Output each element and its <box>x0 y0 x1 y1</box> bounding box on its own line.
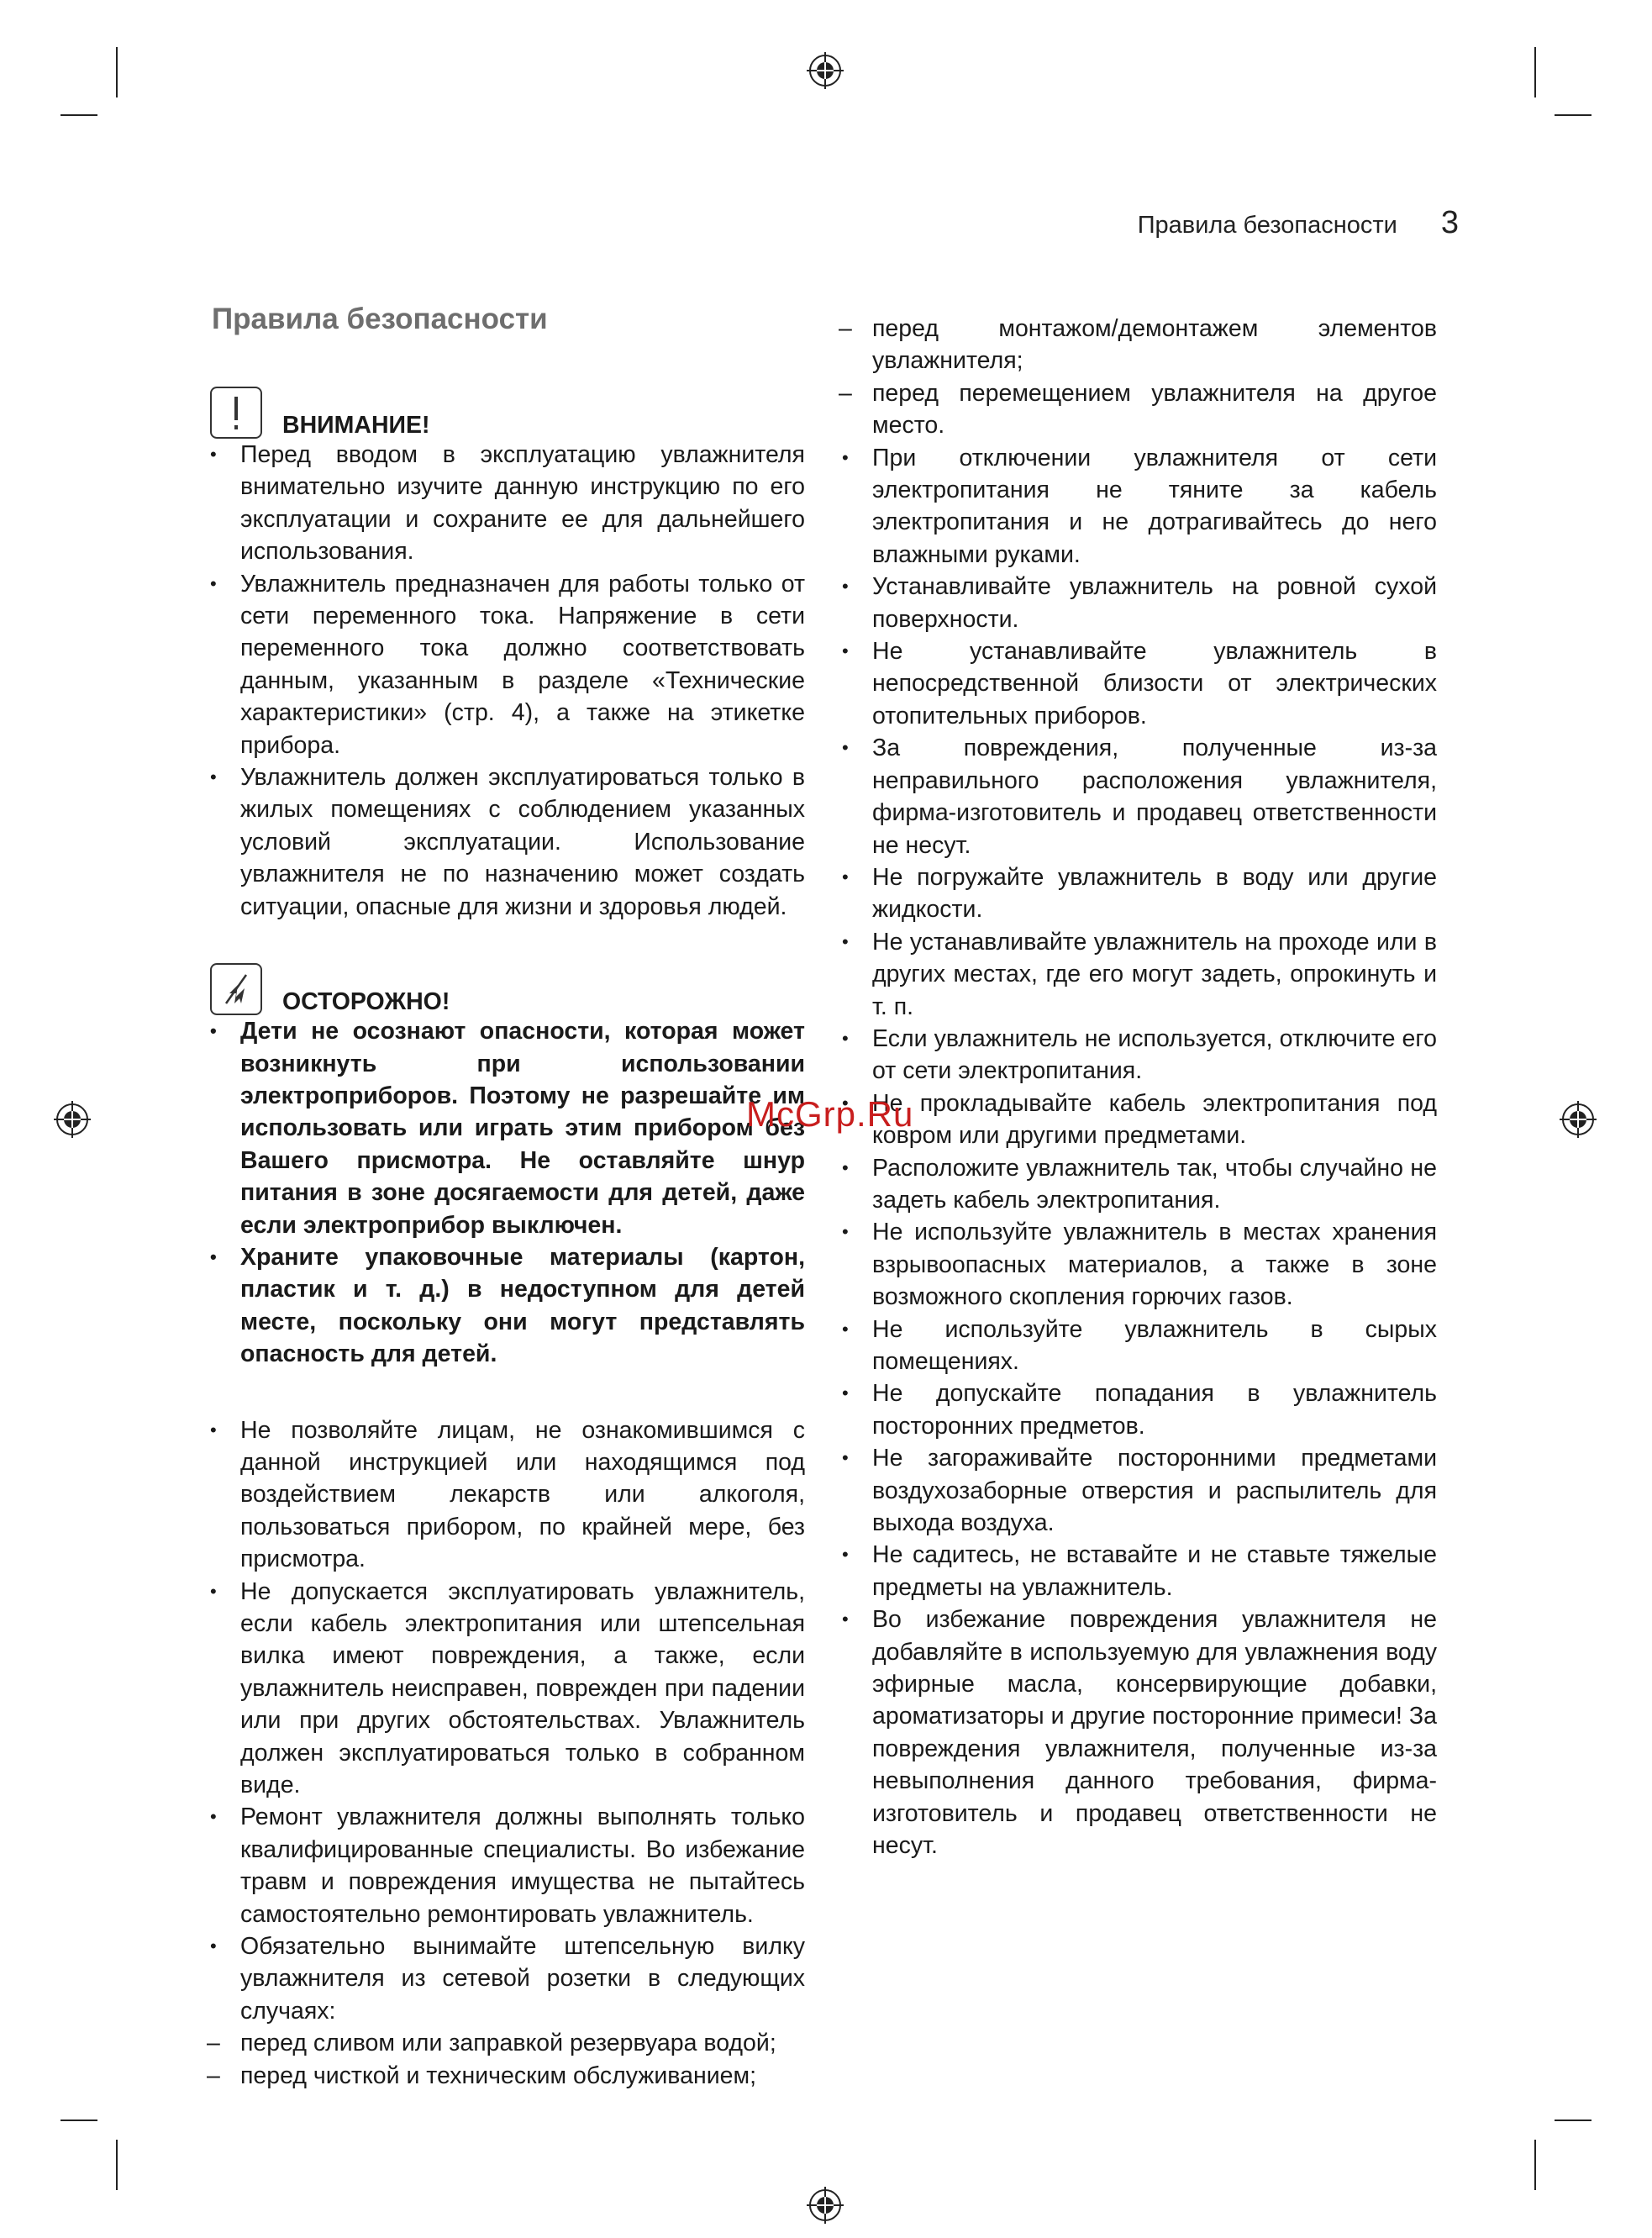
list-item: • Увлажнитель должен эксплуатироваться только в жилых помещениях с соблюдением указанных условий эксплуатации. Использование увлажнителя не по назначению может создать ситуации, опасные для жизни и здоровья людей. <box>210 761 805 923</box>
left-column <box>210 383 805 2092</box>
list-item: – перед чисткой и техническим обслуживанием; <box>210 2060 805 2092</box>
registration-mark-icon <box>807 2187 844 2224</box>
list-item: • Расположите увлажнитель так, чтобы случайно не задеть кабель электропитания. <box>842 1152 1437 1217</box>
page-number: 3 <box>1440 205 1459 240</box>
caution-label: ОСТОРОЖНО! <box>282 988 450 1016</box>
list-item: – перед монтажом/демонтажем элементов увлажнителя; <box>842 313 1437 377</box>
list-item: – перед перемещением увлажнителя на другое место. <box>842 377 1437 442</box>
registration-mark-icon <box>54 1101 91 1138</box>
list-item: • Не позволяйте лицам, не ознакомившимся с данной инструкцией или находящимся под воздействием лекарств или алкоголя, пользоваться прибором, по крайней мере, без присмотра. <box>210 1414 805 1576</box>
running-head <box>1138 205 1459 241</box>
list-item: • Не прокладывайте кабель электропитания под ковром или другими предметами. <box>842 1087 1437 1152</box>
list-item: • Не устанавливайте увлажнитель в непосредственной близости от электрических отопительных приборов. <box>842 635 1437 732</box>
exclamation-icon <box>210 387 262 439</box>
list-item: • Не допускается эксплуатировать увлажнитель, если кабель электропитания или штепсельная вилка имеют повреждения, а также, если увлажнитель неисправен, поврежден при падении или при других обстоятельствах. Увлажнитель должен эксплуатироваться только в собранном виде. <box>210 1576 805 1802</box>
crop-mark <box>1534 47 1536 97</box>
crop-mark <box>61 114 97 116</box>
list-item: • Устанавливайте увлажнитель на ровной сухой поверхности. <box>842 571 1437 635</box>
list-item: • За повреждения, полученные из-за неправильного расположения увлажнителя, фирма-изготовитель и продавец ответственности не несут. <box>842 732 1437 861</box>
crop-mark <box>1555 2120 1591 2121</box>
crop-mark <box>61 2120 97 2121</box>
warning-label: ВНИМАНИЕ! <box>282 412 430 439</box>
crop-mark <box>1555 114 1591 116</box>
list-item: • Во избежание повреждения увлажнителя не добавляйте в используемую для увлажнения воду эфирные масла, консервирующие добавки, ароматизаторы и другие посторонние примеси! За повреждения увлажнителя, полученные из-за невыполнения данного требования, фирма-изготовитель и продавец ответственности не несут. <box>842 1603 1437 1861</box>
list-item: • Не допускайте попадания в увлажнитель посторонних предметов. <box>842 1377 1437 1442</box>
section-title: Правила безопасности <box>212 303 548 335</box>
crop-mark <box>1534 2140 1536 2190</box>
list-item: • Если увлажнитель не используется, отключите его от сети электропитания. <box>842 1023 1437 1087</box>
general-list <box>210 1414 805 2093</box>
warning-list <box>210 439 805 923</box>
crop-mark <box>116 47 118 97</box>
watermark: McGrp.Ru <box>746 1094 914 1134</box>
registration-mark-icon <box>807 52 844 89</box>
list-item: – перед сливом или заправкой резервуара водой; <box>210 2027 805 2059</box>
caution-list <box>210 1015 805 1370</box>
warning-heading <box>210 383 805 439</box>
list-item: • Не погружайте увлажнитель в воду или другие жидкости. <box>842 861 1437 926</box>
list-item: • Не загораживайте посторонними предметами воздухозаборные отверстия и распылитель для выхода воздуха. <box>842 1442 1437 1539</box>
list-item: • Дети не осознают опасности, которая может возникнуть при использовании электроприборов. Поэтому не разрешайте им использовать или играть этим прибором без Вашего присмотра. Не оставляйте шнур питания в зоне досягаемости для детей, даже если электроприбор выключен. <box>210 1015 805 1241</box>
list-item: • Обязательно вынимайте штепсельную вилку увлажнителя из сетевой розетки в следующих случаях: <box>210 1930 805 2027</box>
list-item: • При отключении увлажнителя от сети электропитания не тяните за кабель электропитания и не дотрагивайтесь до него влажными руками. <box>842 442 1437 571</box>
list-item: • Не устанавливайте увлажнитель на проходе или в других местах, где его могут задеть, опрокинуть и т. п. <box>842 926 1437 1023</box>
list-item: • Не садитесь, не вставайте и не ставьте тяжелые предметы на увлажнитель. <box>842 1539 1437 1603</box>
list-item: • Не используйте увлажнитель в сырых помещениях. <box>842 1314 1437 1378</box>
list-item: • Храните упаковочные материалы (картон, пластик и т. д.) в недоступном для детей месте, поскольку они могут представлять опасность для детей. <box>210 1241 805 1371</box>
list-item: • Перед вводом в эксплуатацию увлажнителя внимательно изучите данную инструкцию по его эксплуатации и сохраните ее для дальнейшего использования. <box>210 439 805 568</box>
lightning-icon <box>210 963 262 1015</box>
right-column <box>842 313 1437 1862</box>
crop-mark <box>116 2140 118 2190</box>
caution-heading <box>210 960 805 1015</box>
list-item: • Увлажнитель предназначен для работы только от сети переменного тока. Напряжение в сети переменного тока должно соответствовать данным, указанным в разделе «Технические характеристики» (стр. 4), а также на этикетке прибора. <box>210 568 805 761</box>
list-item: • Ремонт увлажнителя должны выполнять только квалифицированные специалисты. Во избежание травм и повреждения имущества не пытайтесь самостоятельно ремонтировать увлажнитель. <box>210 1801 805 1930</box>
registration-mark-icon <box>1560 1101 1597 1138</box>
right-list <box>842 313 1437 1862</box>
list-item: • Не используйте увлажнитель в местах хранения взрывоопасных материалов, а также в зоне возможного скопления горючих газов. <box>842 1216 1437 1313</box>
running-title: Правила безопасности <box>1137 212 1397 239</box>
